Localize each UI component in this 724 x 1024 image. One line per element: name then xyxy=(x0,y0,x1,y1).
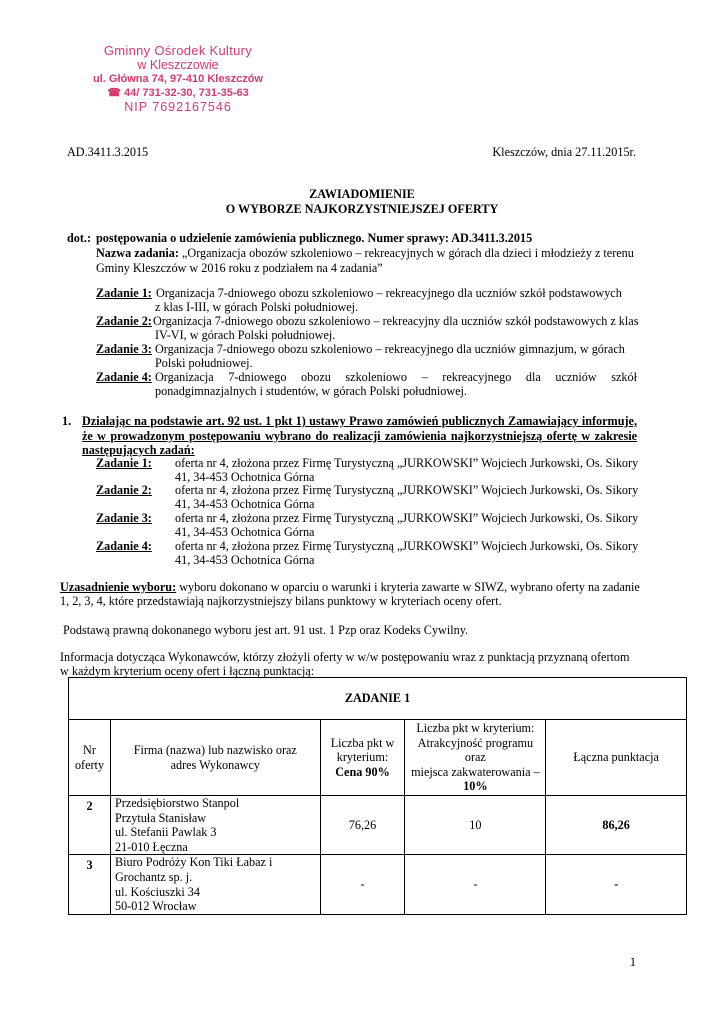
task-4-text: Organizacja 7-dniowego obozu szkoleniowo – rekreacyjnego dla uczniów szkół xyxy=(155,370,637,384)
task-1-text: Organizacja 7-dniowego obozu szkoleniowo – rekreacyjnego dla uczniów szkół podstawowych xyxy=(156,286,622,300)
justification: Uzasadnienie wyboru: wyboru dokonano w oparciu o warunki i kryteria zawarte w SIWZ, wybrano oferty na zadanie xyxy=(60,580,640,594)
task-1-text-cont: z klas I-III, w górach Polski południowej. xyxy=(155,300,359,314)
task-4-label: Zadanie 4: xyxy=(96,370,152,384)
task-3-text-cont: Polski południowej. xyxy=(155,356,253,370)
header-offer-number: Nr oferty xyxy=(69,720,111,796)
table-row xyxy=(69,855,687,914)
section-1-number: 1. xyxy=(62,414,72,428)
header-bidder: Firma (nazwa) lub nazwisko oraz adres Wykonawcy xyxy=(110,720,320,796)
justification-cont: 1, 2, 3, 4, które przedstawiają najkorzystniejszy bilans punktowy w kryteriach oceny ofert. xyxy=(60,594,502,608)
task-2-text: Organizacja 7-dniowego obozu szkoleniowo – rekreacyjny dla uczniów szkół podstawowych z klas xyxy=(153,314,639,328)
offer-3-text-cont: 41, 34-453 Ochotnica Górna xyxy=(175,525,315,539)
legal-basis: Podstawą prawną dokonanego wyboru jest art. 91 ust. 1 Pzp oraz Kodeks Cywilny. xyxy=(63,623,469,637)
task-1-label: Zadanie 1: xyxy=(96,286,152,300)
offer-2-text-cont: 41, 34-453 Ochotnica Górna xyxy=(175,497,315,511)
section-1-line3: następujących zadań: xyxy=(82,443,195,457)
phone-icon: ☎ xyxy=(107,87,121,99)
reference-number: AD.3411.3.2015 xyxy=(67,145,149,159)
offer-number: 2 xyxy=(69,796,111,855)
justification-label: Uzasadnienie wyboru: xyxy=(60,580,177,594)
bidders-info: Informacja dotycząca Wykonawców, którzy złożyli oferty w w/w postępowaniu wraz z punktacją przyznaną ofertom xyxy=(60,650,630,664)
stamp-line-address: ul. Główna 74, 97-410 Kleszczów xyxy=(93,73,263,85)
task-name: Nazwa zadania: „Organizacja obozów szkoleniowo – rekreacyjnych w górach dla dzieci i młodzieży z terenu xyxy=(96,246,634,260)
table-title: ZADANIE 1 xyxy=(69,678,687,720)
offer-4-label: Zadanie 4: xyxy=(96,539,152,553)
offer-4-text-cont: 41, 34-453 Ochotnica Górna xyxy=(175,553,315,567)
price-score: 76,26 xyxy=(320,796,405,855)
section-1-line1: Działając na podstawie art. 92 ust. 1 pkt 1) ustawy Prawo zamówień publicznych Zamawiający informuje, xyxy=(82,414,637,428)
place-date: Kleszczów, dnia 27.11.2015r. xyxy=(492,145,636,159)
offer-4-text: oferta nr 4, złożona przez Firmę Turystyczną „JURKOWSKI” Wojciech Jurkowski, Os. Sikory xyxy=(175,539,639,553)
total-score: - xyxy=(546,855,687,914)
table-row xyxy=(69,796,687,855)
task-2-text-cont: IV-VI, w górach Polski południowej. xyxy=(155,328,336,342)
table-header-row xyxy=(69,720,687,796)
dot-label: dot.: xyxy=(67,231,92,245)
header-attractiveness-criterion: Liczba pkt w kryterium: Atrakcyjność programu oraz miejsca zakwaterowania – 10% xyxy=(405,720,546,796)
task-3-label: Zadanie 3: xyxy=(96,342,152,356)
offer-2-text: oferta nr 4, złożona przez Firmę Turystyczną „JURKOWSKI” Wojciech Jurkowski, Os. Sikory xyxy=(175,483,639,497)
task-4-text-cont: ponadgimnazjalnych i studentów, w górach Polski południowej. xyxy=(155,384,467,398)
offer-1-label: Zadanie 1: xyxy=(96,456,152,470)
section-1-line2: że w prowadzonym postępowaniu wybrano do realizacji zamówienia najkorzystniejszą ofertę w zakresie xyxy=(82,429,637,443)
document-subtitle: O WYBORZE NAJKORZYSTNIEJSZEJ OFERTY xyxy=(225,202,499,216)
bidders-info-cont: w każdym kryterium oceny ofert i łączną punktacją: xyxy=(60,664,315,678)
offer-1-text-cont: 41, 34-453 Ochotnica Górna xyxy=(175,470,315,484)
offer-1-text: oferta nr 4, złożona przez Firmę Turystyczną „JURKOWSKI” Wojciech Jurkowski, Os. Sikory xyxy=(175,456,639,470)
bidder-name: Przedsiębiorstwo Stanpol Przytuła Stanisław ul. Stefanii Pawlak 3 21-010 Łęczna xyxy=(110,796,320,855)
attractiveness-score: 10 xyxy=(405,796,546,855)
task-3-text: Organizacja 7-dniowego obozu szkoleniowo – rekreacyjnego dla uczniów gimnazjum, w górach xyxy=(155,342,625,356)
attractiveness-score: - xyxy=(405,855,546,914)
offer-3-text: oferta nr 4, złożona przez Firmę Turystyczną „JURKOWSKI” Wojciech Jurkowski, Os. Sikory xyxy=(175,511,639,525)
header-price-criterion: Liczba pkt w kryterium: Cena 90% xyxy=(320,720,405,796)
price-score: - xyxy=(320,855,405,914)
task-name-cont: Gminy Kleszczów w 2016 roku z podziałem na 4 zadania” xyxy=(96,261,383,275)
stamp-line-name: Gminny Ośrodek Kultury xyxy=(103,43,253,58)
total-score: 86,26 xyxy=(546,796,687,855)
stamp-line-phone: ☎ 44/ 731-32-30, 731-35-63 xyxy=(107,87,249,99)
offer-2-label: Zadanie 2: xyxy=(96,483,152,497)
offer-3-label: Zadanie 3: xyxy=(96,511,152,525)
header-total-score: Łączna punktacja xyxy=(546,720,687,796)
stamp-line-place: w Kleszczowie xyxy=(137,58,219,72)
stamp-line-nip: NIP 7692167546 xyxy=(124,100,232,114)
task-2-label: Zadanie 2: xyxy=(96,314,152,328)
bidder-name: Biuro Podróży Kon Tiki Łabaz i Grochantz sp. j. ul. Kościuszki 34 50-012 Wrocław xyxy=(110,855,320,914)
page-number: 1 xyxy=(629,955,636,969)
results-table xyxy=(68,677,687,915)
document-title: ZAWIADOMIENIE xyxy=(309,187,415,201)
dot-text: postępowania o udzielenie zamówienia publicznego. Numer sprawy: AD.3411.3.2015 xyxy=(96,231,533,245)
offer-number: 3 xyxy=(69,855,111,914)
institution-stamp xyxy=(88,44,268,114)
